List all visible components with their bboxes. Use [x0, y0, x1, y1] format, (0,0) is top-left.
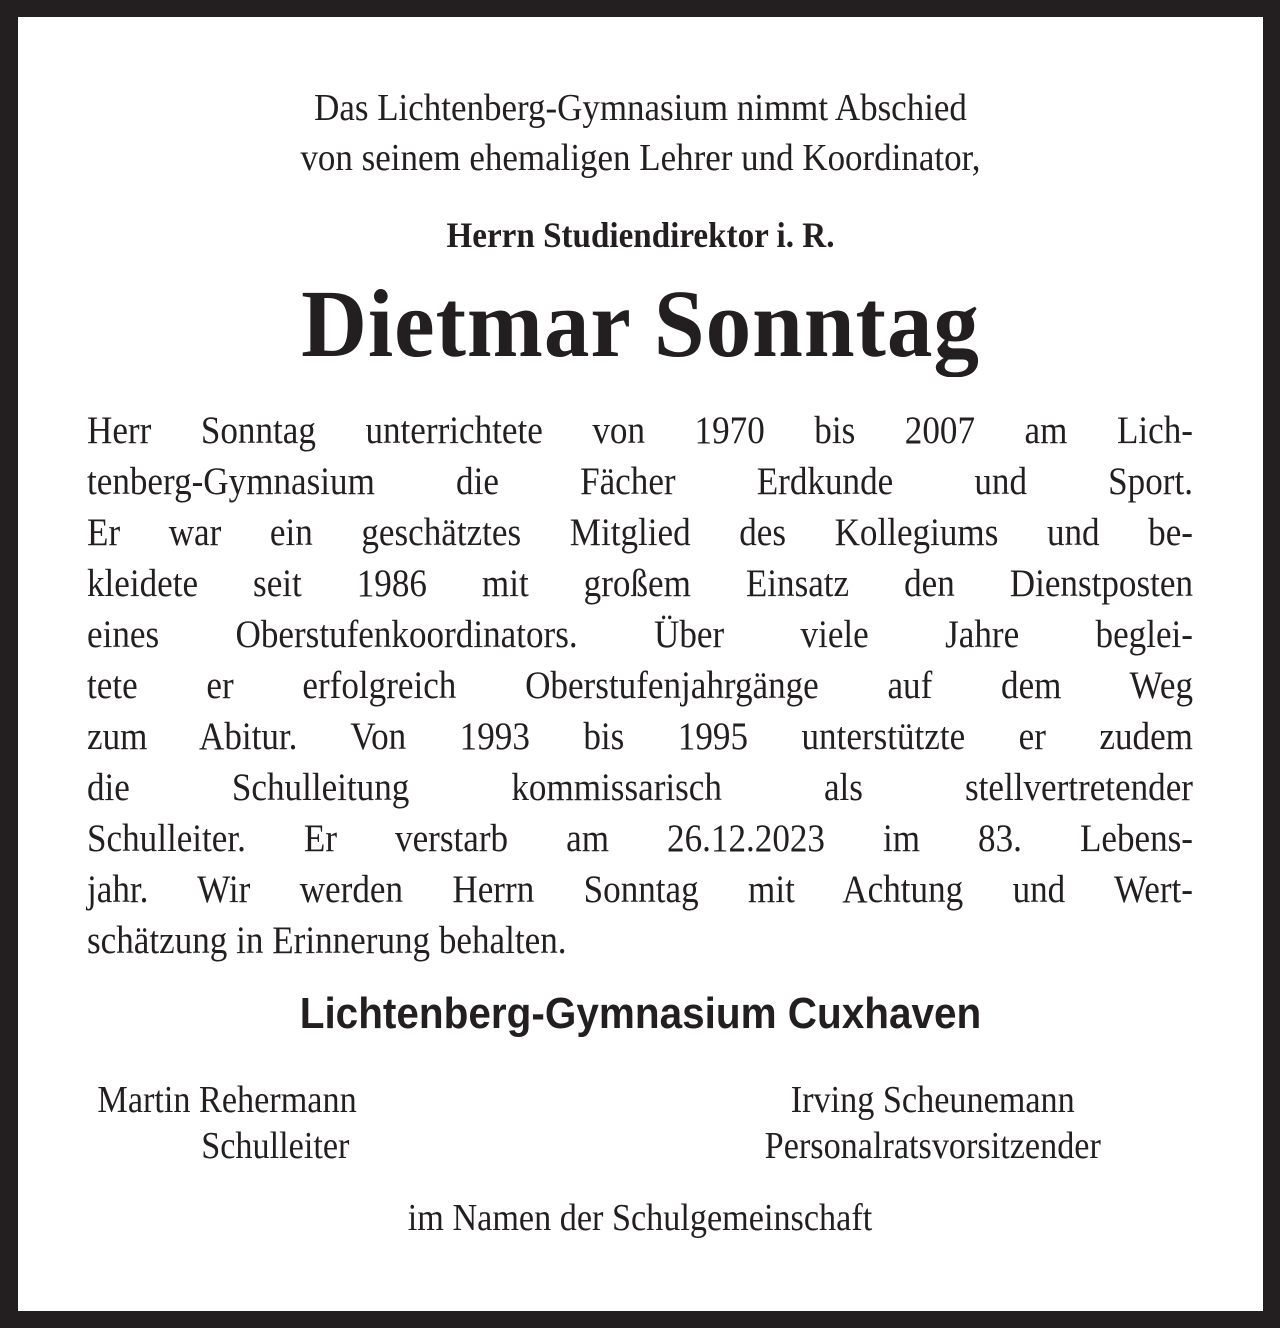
body-line: Schulleiter. Er verstarb am 26.12.2023 im 83. Lebens- [87, 817, 1194, 860]
closing-line: im Namen der Schulgemeinschaft [408, 1197, 873, 1239]
signatory-role: Schulleiter [201, 1125, 350, 1167]
obituary-notice [18, 17, 1263, 1311]
body-line: schätzung in Erinnerung behalten. [87, 919, 567, 962]
signatory-name: Irving Scheunemann [791, 1079, 1075, 1121]
body-line: tenberg-Gymnasium die Fächer Erdkunde und Sport. [87, 460, 1194, 503]
honorific-title: Herrn Studiendirektor i. R. [446, 215, 835, 255]
body-line: zum Abitur. Von 1993 bis 1995 unterstützte er zudem [87, 715, 1194, 758]
body-line: jahr. Wir werden Herrn Sonntag mit Achtung und Wert- [87, 868, 1194, 911]
signatory-staff-council [673, 1077, 1193, 1169]
obituary-body [87, 405, 1193, 966]
signatory-principal [83, 1077, 468, 1169]
body-line: tete er erfolgreich Oberstufenjahrgänge auf dem Weg [87, 664, 1194, 707]
signatory-name: Martin Rehermann [97, 1079, 357, 1121]
body-line: Er war ein geschätztes Mitglied des Kollegiums und be- [87, 511, 1194, 554]
school-name: Lichtenberg-Gymnasium Cuxhaven [299, 989, 982, 1038]
deceased-name: Dietmar Sonntag [301, 270, 980, 377]
signatory-role: Personalratsvorsitzender [764, 1125, 1102, 1167]
body-line: die Schulleitung kommissarisch als stellvertretender [87, 766, 1194, 809]
intro-line: Das Lichtenberg-Gymnasium nimmt Abschied [314, 87, 967, 129]
body-line: eines Oberstufenkoordinators. Über viele Jahre beglei- [87, 613, 1194, 656]
intro-text [68, 83, 1213, 183]
body-line: kleidete seit 1986 mit großem Einsatz den Dienstposten [87, 562, 1194, 605]
intro-line: von seinem ehemaligen Lehrer und Koordinator, [300, 137, 981, 179]
body-line: Herr Sonntag unterrichtete von 1970 bis 2007 am Lich- [87, 409, 1194, 452]
